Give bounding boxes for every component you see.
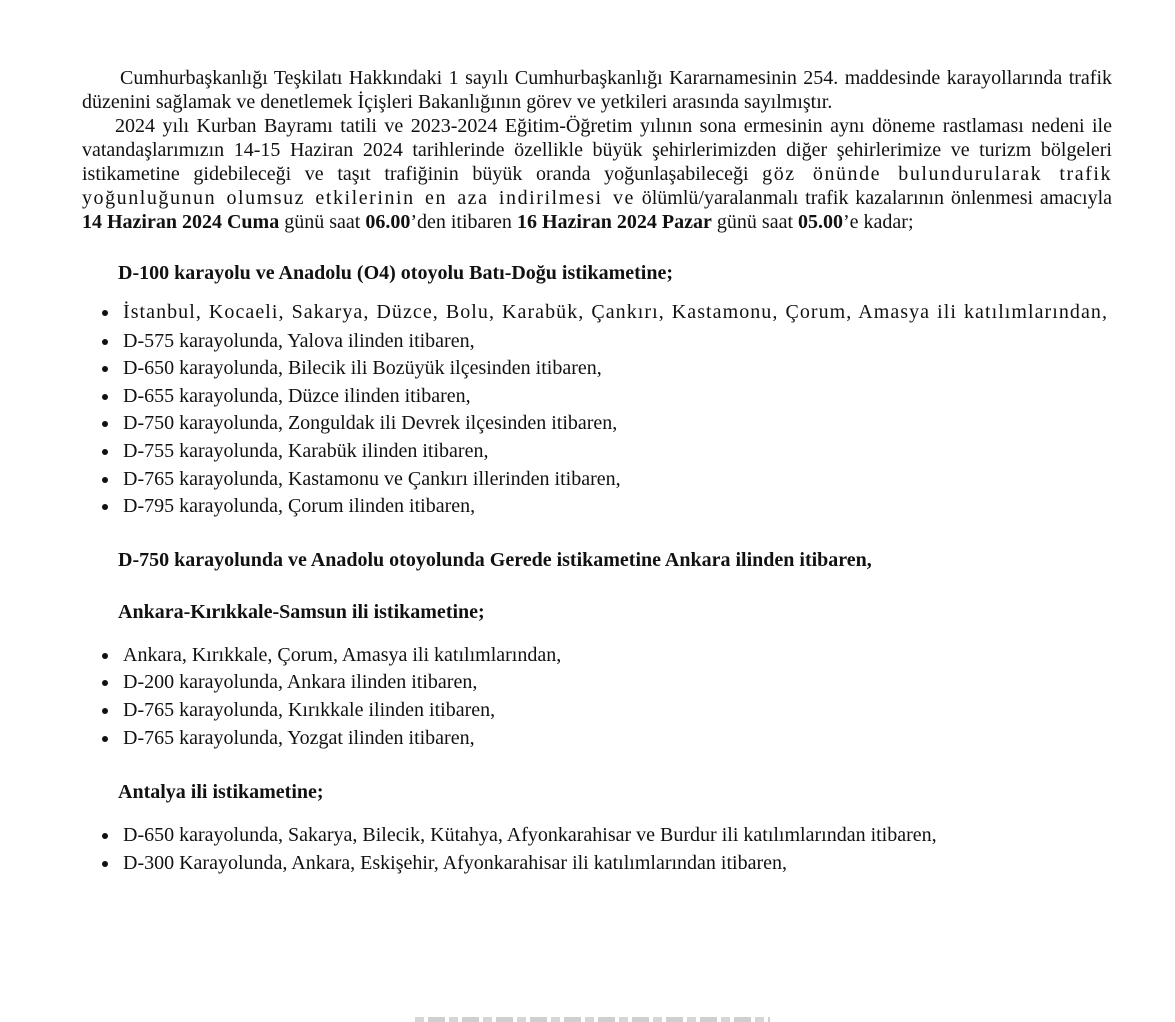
section-heading-antalya: Antalya ili istikametine; (118, 781, 324, 804)
list-item: D-655 karayolunda, Düzce ilinden itibaren, (82, 383, 1112, 411)
document-body (82, 66, 1112, 877)
section-heading-samsun: Ankara-Kırıkkale-Samsun ili istikametine; (118, 600, 485, 623)
end-time: 05.00 (798, 211, 843, 233)
cut-off-text-line (415, 1017, 770, 1022)
section-heading-d100: D-100 karayolu ve Anadolu (O4) otoyolu Batı-Doğu istikametine; (118, 262, 674, 284)
list-item: D-795 karayolunda, Çorum ilinden itibaren, (82, 493, 1112, 521)
list-item: D-650 karayolunda, Sakarya, Bilecik, Kütahya, Afyonkarahisar ve Burdur ili katılımlarından itibaren, (82, 822, 1112, 850)
schedule-text-4: ’e kadar; (843, 211, 914, 233)
list-item: D-650 karayolunda, Bilecik ili Bozüyük ilçesinden itibaren, (82, 355, 1112, 383)
schedule-text-2: ’den itibaren (410, 211, 512, 233)
list-item: D-575 karayolunda, Yalova ilinden itibaren, (82, 328, 1112, 356)
schedule-paragraph (82, 114, 1112, 234)
route-list-antalya (82, 822, 1112, 877)
end-date: 16 Haziran 2024 Pazar (516, 211, 712, 233)
schedule-text-1: günü saat (284, 211, 361, 233)
list-item: D-765 karayolunda, Kastamonu ve Çankırı illerinden itibaren, (82, 466, 1112, 494)
list-item: D-765 karayolunda, Kırıkkale ilinden itibaren, (82, 697, 1112, 725)
intro-paragraph: Cumhurbaşkanlığı Teşkilatı Hakkındaki 1 sayılı Cumhurbaşkanlığı Kararnamesinin 254. maddesinde karayollarında trafik düzenini sağlamak ve denetlemek İçişleri Bakanlığının görev ve yetkileri arasında sayılmıştır. (82, 67, 1112, 113)
schedule-text-part3: ölümlü/yaralanmalı trafik kazalarının önlenmesi amacıyla (641, 187, 1113, 209)
list-item: D-300 Karayolunda, Ankara, Eskişehir, Afyonkarahisar ili katılımlarından itibaren, (82, 850, 1112, 878)
list-item: D-755 karayolunda, Karabük ilinden itibaren, (82, 438, 1112, 466)
list-item: D-200 karayolunda, Ankara ilinden itibaren, (82, 669, 1112, 697)
list-item: İstanbul, Kocaeli, Sakarya, Düzce, Bolu, Karabük, Çankırı, Kastamonu, Çorum, Amasya ili katılımlarından, (82, 300, 1112, 324)
schedule-text-part1: 2024 yılı Kurban Bayramı tatili ve 2023-2024 Eğitim-Öğretim yılının sona ermesinin aynı döneme rastlaması nedeni ile vatandaşlarımızın 14-15 Haziran 2024 tarihlerinde özellikle büyük şehirlerimizden diğer şehirlerimize ve turizm bölgeleri istikametine gidebileceği ve taşıt trafiğinin büyük oranda yoğunlaşabileceği (82, 115, 1112, 185)
route-list-d100 (82, 300, 1112, 521)
schedule-text-3: günü saat (716, 211, 793, 233)
list-item: Ankara, Kırıkkale, Çorum, Amasya ili katılımlarından, (82, 642, 1112, 670)
route-list-samsun (82, 642, 1112, 752)
start-date: 14 Haziran 2024 Cuma (82, 211, 280, 233)
start-time: 06.00 (365, 211, 411, 233)
schedule-text-part2: göz önünde bulundurularak trafik yoğunluğunun olumsuz etkilerinin en aza indirilmesi ve (82, 163, 1112, 209)
section-heading-d750: D-750 karayolunda ve Anadolu otoyolunda Gerede istikametine Ankara ilinden itibaren, (118, 548, 872, 571)
list-item: D-750 karayolunda, Zonguldak ili Devrek ilçesinden itibaren, (82, 410, 1112, 438)
list-item: D-765 karayolunda, Yozgat ilinden itibaren, (82, 725, 1112, 753)
